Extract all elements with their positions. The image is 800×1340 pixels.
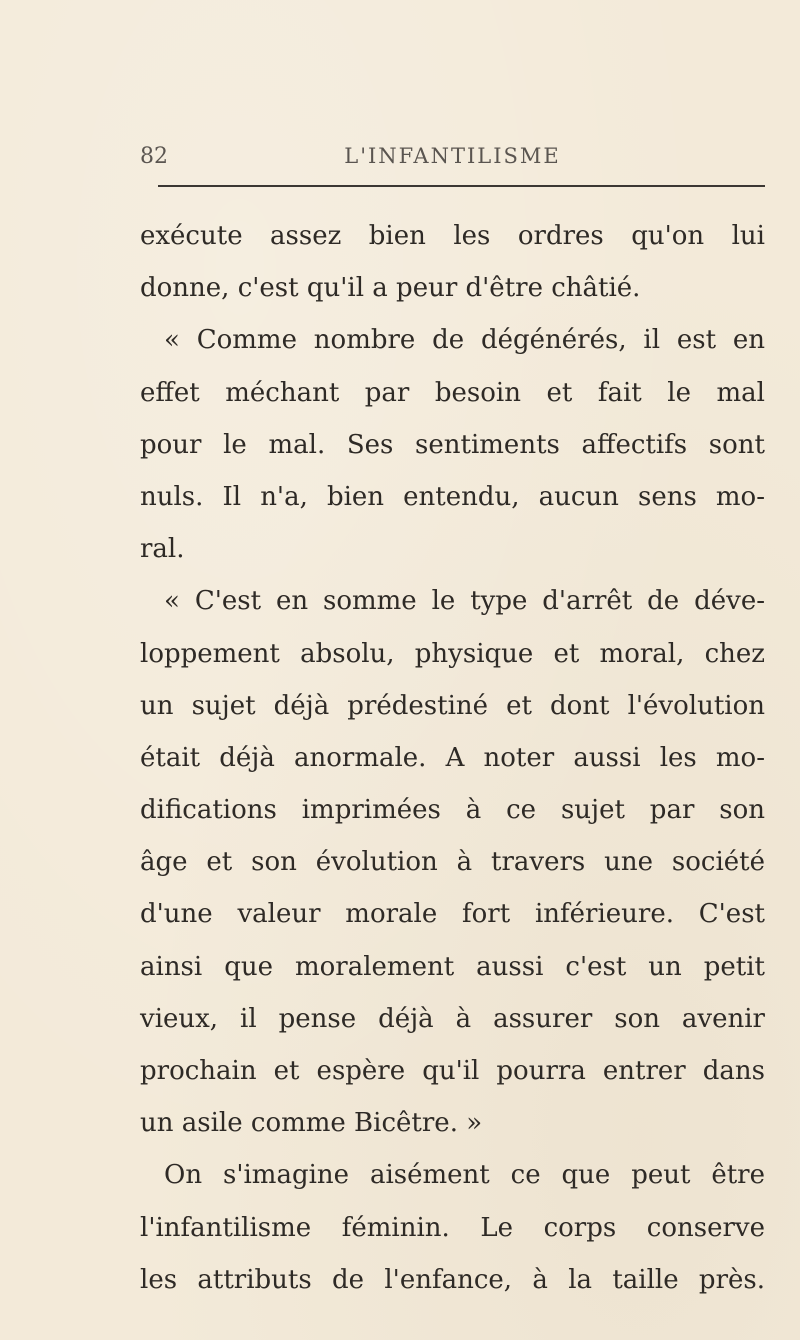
text-line: « Comme nombre de dégénérés, il est en bbox=[164, 325, 765, 356]
text-line: ral. bbox=[140, 534, 185, 565]
text-line: ainsi que moralement aussi c'est un petit bbox=[140, 951, 765, 982]
text-line: exécute assez bien les ordres qu'on lui bbox=[140, 221, 765, 251]
page-number: 82 bbox=[140, 144, 168, 169]
text-line: nuls. Il n'a, bien entendu, aucun sens mo- bbox=[140, 481, 765, 512]
text-line: un sujet déjà prédestiné et dont l'évolution bbox=[140, 690, 765, 721]
text-line: effet méchant par besoin et fait le mal bbox=[140, 377, 765, 408]
text-line: difications imprimées à ce sujet par son bbox=[140, 795, 765, 826]
text-line: un asile comme Bicêtre. » bbox=[140, 1108, 483, 1139]
text-line: vieux, il pense déjà à assurer son avenir bbox=[140, 1003, 765, 1034]
text-line: était déjà anormale. A noter aussi les mo- bbox=[140, 742, 765, 773]
text-line: pour le mal. Ses sentiments affectifs sont bbox=[140, 429, 765, 460]
text-line: âge et son évolution à travers une société bbox=[140, 847, 765, 878]
text-line: d'une valeur morale fort inférieure. C'est bbox=[140, 899, 765, 930]
text-line: l'infantilisme féminin. Le corps conserve bbox=[140, 1212, 765, 1243]
page-header bbox=[140, 142, 765, 182]
text-line: prochain et espère qu'il pourra entrer dans bbox=[140, 1056, 765, 1086]
text-line: « C'est en somme le type d'arrêt de déve- bbox=[164, 586, 765, 617]
body-text bbox=[140, 210, 765, 1306]
running-title: L'INFANTILISME bbox=[344, 144, 561, 168]
text-line: On s'imagine aisément ce que peut être bbox=[164, 1160, 765, 1191]
text-line: donne, c'est qu'il a peur d'être châtié. bbox=[140, 273, 641, 304]
header-rule bbox=[158, 185, 765, 187]
text-line: loppement absolu, physique et moral, chez bbox=[140, 638, 765, 669]
text-line: les attributs de l'enfance, à la taille près. bbox=[140, 1264, 765, 1295]
